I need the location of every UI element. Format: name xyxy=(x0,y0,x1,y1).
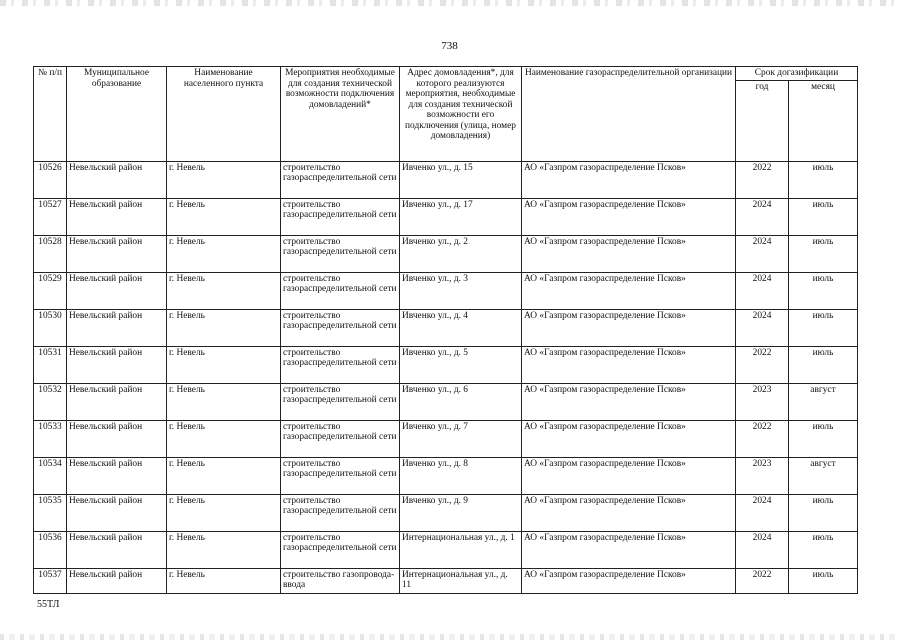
cell-settlement: г. Невель xyxy=(167,198,281,235)
cell-organization: АО «Газпром газораспределение Псков» xyxy=(522,309,736,346)
cell-measure: строительство газораспределительной сети xyxy=(281,494,400,531)
cell-year: 2022 xyxy=(736,420,789,457)
header-num: № п/п xyxy=(34,67,67,162)
cell-month: июль xyxy=(789,494,858,531)
cell-measure: строительство газопровода-ввода xyxy=(281,568,400,593)
footer-code: 55ТЛ xyxy=(37,599,60,610)
header-address: Адрес домовладения*, для которого реализуются мероприятия, необходимые для создания технической возможности его подключения (улица, номер домовладения) xyxy=(400,67,522,162)
cell-address: Ивченко ул., д. 8 xyxy=(400,457,522,494)
cell-settlement: г. Невель xyxy=(167,383,281,420)
cell-num: 10526 xyxy=(34,161,67,198)
cell-num: 10534 xyxy=(34,457,67,494)
cell-organization: АО «Газпром газораспределение Псков» xyxy=(522,272,736,309)
table-row xyxy=(34,383,858,420)
table-row xyxy=(34,346,858,383)
cell-settlement: г. Невель xyxy=(167,235,281,272)
cell-address: Интернациональная ул., д. 1 xyxy=(400,531,522,568)
cell-year: 2022 xyxy=(736,346,789,383)
cell-num: 10533 xyxy=(34,420,67,457)
header-measures: Мероприятия необходимые для создания технической возможности подключения домовладений* xyxy=(281,67,400,162)
cell-measure: строительство газораспределительной сети xyxy=(281,420,400,457)
cell-municipality: Невельский район xyxy=(67,309,167,346)
cell-organization: АО «Газпром газораспределение Псков» xyxy=(522,568,736,593)
cell-settlement: г. Невель xyxy=(167,161,281,198)
table-row xyxy=(34,161,858,198)
cell-measure: строительство газораспределительной сети xyxy=(281,309,400,346)
cell-municipality: Невельский район xyxy=(67,235,167,272)
cell-measure: строительство газораспределительной сети xyxy=(281,383,400,420)
cell-year: 2023 xyxy=(736,457,789,494)
table-row xyxy=(34,235,858,272)
cell-measure: строительство газораспределительной сети xyxy=(281,272,400,309)
cell-month: июль xyxy=(789,420,858,457)
cell-address: Ивченко ул., д. 9 xyxy=(400,494,522,531)
cell-organization: АО «Газпром газораспределение Псков» xyxy=(522,531,736,568)
cell-organization: АО «Газпром газораспределение Псков» xyxy=(522,235,736,272)
cell-organization: АО «Газпром газораспределение Псков» xyxy=(522,420,736,457)
gasification-table xyxy=(33,66,858,594)
cell-num: 10530 xyxy=(34,309,67,346)
cell-address: Ивченко ул., д. 3 xyxy=(400,272,522,309)
cell-settlement: г. Невель xyxy=(167,457,281,494)
cell-year: 2024 xyxy=(736,272,789,309)
cell-month: июль xyxy=(789,568,858,593)
cell-month: июль xyxy=(789,531,858,568)
cell-organization: АО «Газпром газораспределение Псков» xyxy=(522,198,736,235)
cell-settlement: г. Невель xyxy=(167,494,281,531)
cell-settlement: г. Невель xyxy=(167,346,281,383)
cell-address: Ивченко ул., д. 15 xyxy=(400,161,522,198)
cell-municipality: Невельский район xyxy=(67,531,167,568)
cell-organization: АО «Газпром газораспределение Псков» xyxy=(522,346,736,383)
cell-municipality: Невельский район xyxy=(67,198,167,235)
cell-year: 2024 xyxy=(736,198,789,235)
header-municipality: Муниципальное образование xyxy=(67,67,167,162)
cell-settlement: г. Невель xyxy=(167,309,281,346)
page-number: 738 xyxy=(441,40,458,52)
scan-edge-bottom xyxy=(0,634,899,640)
cell-month: август xyxy=(789,457,858,494)
cell-organization: АО «Газпром газораспределение Псков» xyxy=(522,457,736,494)
cell-month: август xyxy=(789,383,858,420)
table-row xyxy=(34,309,858,346)
cell-settlement: г. Невель xyxy=(167,568,281,593)
cell-month: июль xyxy=(789,309,858,346)
table-body xyxy=(34,161,858,593)
cell-organization: АО «Газпром газораспределение Псков» xyxy=(522,494,736,531)
cell-year: 2022 xyxy=(736,161,789,198)
cell-num: 10535 xyxy=(34,494,67,531)
cell-num: 10531 xyxy=(34,346,67,383)
cell-num: 10537 xyxy=(34,568,67,593)
cell-num: 10532 xyxy=(34,383,67,420)
cell-address: Ивченко ул., д. 7 xyxy=(400,420,522,457)
cell-municipality: Невельский район xyxy=(67,568,167,593)
table-row xyxy=(34,457,858,494)
cell-measure: строительство газораспределительной сети xyxy=(281,235,400,272)
cell-settlement: г. Невель xyxy=(167,420,281,457)
table-row xyxy=(34,568,858,593)
cell-measure: строительство газораспределительной сети xyxy=(281,531,400,568)
cell-municipality: Невельский район xyxy=(67,161,167,198)
cell-num: 10536 xyxy=(34,531,67,568)
cell-municipality: Невельский район xyxy=(67,494,167,531)
cell-month: июль xyxy=(789,198,858,235)
header-term: Срок догазификации xyxy=(736,67,858,81)
cell-settlement: г. Невель xyxy=(167,531,281,568)
cell-year: 2024 xyxy=(736,531,789,568)
cell-address: Ивченко ул., д. 2 xyxy=(400,235,522,272)
cell-measure: строительство газораспределительной сети xyxy=(281,161,400,198)
cell-address: Ивченко ул., д. 5 xyxy=(400,346,522,383)
cell-address: Ивченко ул., д. 6 xyxy=(400,383,522,420)
cell-settlement: г. Невель xyxy=(167,272,281,309)
cell-month: июль xyxy=(789,346,858,383)
cell-municipality: Невельский район xyxy=(67,346,167,383)
cell-measure: строительство газораспределительной сети xyxy=(281,346,400,383)
table-row xyxy=(34,494,858,531)
cell-address: Ивченко ул., д. 17 xyxy=(400,198,522,235)
cell-month: июль xyxy=(789,161,858,198)
header-settlement: Наименование населенного пункта xyxy=(167,67,281,162)
header-year: год xyxy=(736,80,789,161)
cell-address: Интернациональная ул., д. 11 xyxy=(400,568,522,593)
cell-municipality: Невельский район xyxy=(67,420,167,457)
cell-municipality: Невельский район xyxy=(67,383,167,420)
cell-municipality: Невельский район xyxy=(67,457,167,494)
scan-edge-top xyxy=(0,0,899,6)
cell-year: 2022 xyxy=(736,568,789,593)
cell-month: июль xyxy=(789,272,858,309)
cell-measure: строительство газораспределительной сети xyxy=(281,457,400,494)
cell-num: 10528 xyxy=(34,235,67,272)
cell-organization: АО «Газпром газораспределение Псков» xyxy=(522,383,736,420)
cell-num: 10529 xyxy=(34,272,67,309)
header-month: месяц xyxy=(789,80,858,161)
table-row xyxy=(34,272,858,309)
cell-year: 2024 xyxy=(736,235,789,272)
table-row xyxy=(34,198,858,235)
header-organization: Наименование газораспределительной организации xyxy=(522,67,736,162)
cell-year: 2023 xyxy=(736,383,789,420)
cell-year: 2024 xyxy=(736,309,789,346)
cell-num: 10527 xyxy=(34,198,67,235)
cell-measure: строительство газораспределительной сети xyxy=(281,198,400,235)
cell-month: июль xyxy=(789,235,858,272)
cell-year: 2024 xyxy=(736,494,789,531)
cell-organization: АО «Газпром газораспределение Псков» xyxy=(522,161,736,198)
cell-address: Ивченко ул., д. 4 xyxy=(400,309,522,346)
table-row xyxy=(34,531,858,568)
cell-municipality: Невельский район xyxy=(67,272,167,309)
table-row xyxy=(34,420,858,457)
